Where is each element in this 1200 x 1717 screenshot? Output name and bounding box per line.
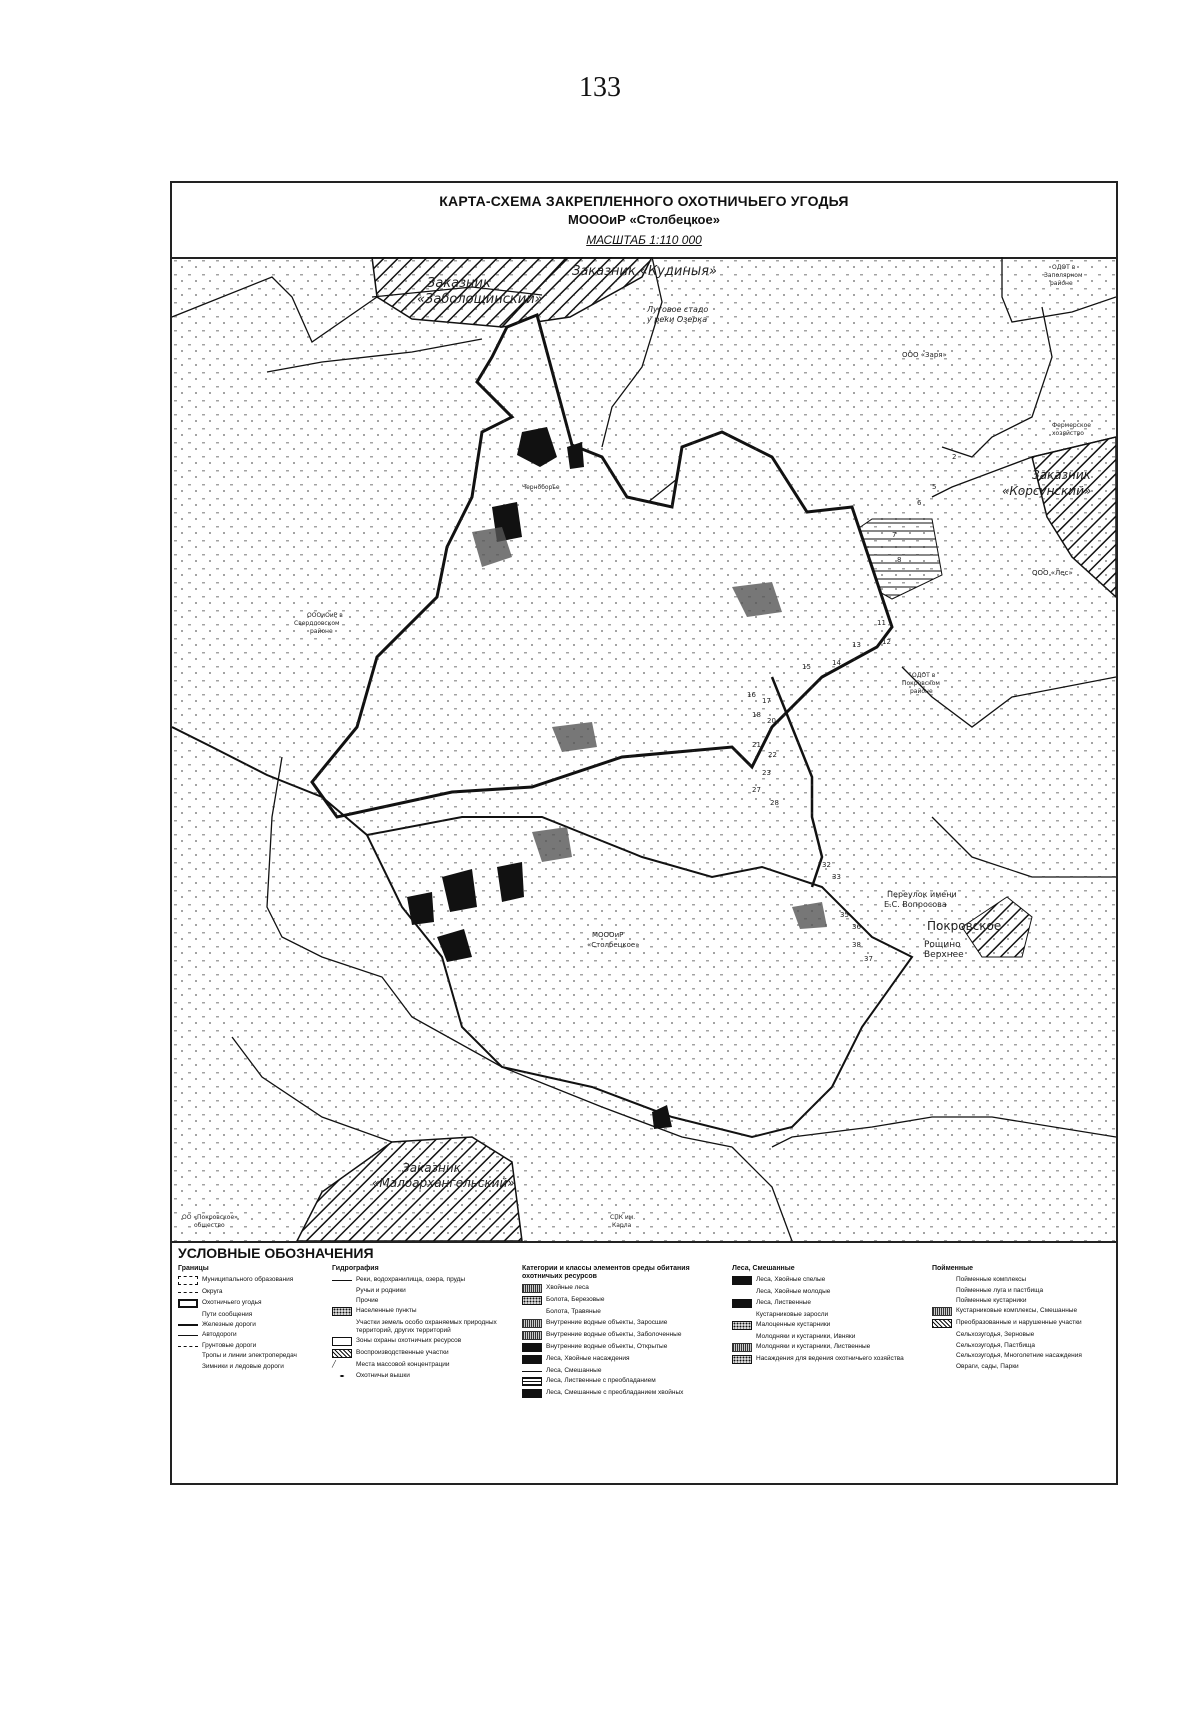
legend-swatch: [178, 1342, 198, 1347]
legend-item: [932, 1342, 1112, 1349]
legend-item: [332, 1297, 507, 1304]
legend-item: [522, 1367, 722, 1374]
legend-label: Сельхозугодья, Пастбища: [956, 1341, 1035, 1349]
legend-col-boundaries: [178, 1265, 328, 1373]
legend-label: Зоны охраны охотничьих ресурсов: [356, 1337, 462, 1345]
legend-col4-head: Леса, Смешанные: [732, 1265, 795, 1272]
label-main-zone-1: МОООиР: [592, 931, 624, 939]
legend-item: [178, 1288, 328, 1295]
label-kudinya: Заказник «Кудиныя»: [572, 264, 717, 279]
legend-label: Округа: [202, 1288, 223, 1296]
boundary-point: 6: [917, 499, 922, 507]
boundary-point: 14: [832, 659, 841, 667]
legend-swatch: [178, 1288, 198, 1293]
label-odot-left-1: ОООиОиР в: [307, 612, 343, 619]
legend-title: УСЛОВНЫЕ ОБОЗНАЧЕНИЯ: [178, 1245, 374, 1261]
label-fermer-1: Фермерское: [1052, 422, 1091, 429]
legend-label: Леса, Лиственные: [756, 1298, 811, 1306]
legend-item: [178, 1342, 328, 1349]
legend-label: Ручьи и родники: [356, 1286, 406, 1294]
legend-label: Охотничьего угодья: [202, 1298, 262, 1306]
label-bottom-left-1: ОО «Покровское»: [182, 1214, 238, 1221]
legend-item: [332, 1337, 507, 1346]
legend-item: [932, 1276, 1112, 1283]
boundary-point: 23: [762, 769, 771, 777]
legend-swatch: [332, 1372, 352, 1380]
legend-label: Овраги, сады, Парки: [956, 1362, 1019, 1370]
legend-label: Прочие: [356, 1296, 379, 1304]
map-organization: МОООиР «Столбецкое»: [568, 212, 720, 227]
boundary-point: 13: [852, 641, 861, 649]
legend-label: Болота, Березовые: [546, 1296, 605, 1304]
label-settlement-north: Черноборье: [522, 484, 560, 491]
legend-swatch: [332, 1307, 352, 1316]
legend-swatch: [732, 1355, 752, 1364]
legend-label: Преобразованные и нарушенные участки: [956, 1319, 1082, 1327]
legend-col-habitat: [522, 1265, 722, 1401]
legend-label: Леса, Хвойные насаждения: [546, 1354, 630, 1362]
legend-item: [332, 1349, 507, 1358]
legend-label: Леса, Лиственные с преобладанием: [546, 1377, 656, 1385]
legend-col-hydrography: [332, 1265, 507, 1383]
legend-item: [732, 1333, 922, 1340]
boundary-point: 21: [752, 741, 761, 749]
legend-item: [178, 1363, 328, 1370]
legend-label: Внутренние водные объекты, Заболоченные: [546, 1330, 682, 1338]
legend-swatch: [332, 1276, 352, 1281]
legend-item: [732, 1355, 922, 1364]
legend-label: Молодняки и кустарники, Ивняки: [756, 1332, 856, 1340]
label-korsunsky-1: Заказник: [1032, 468, 1091, 482]
legend-label: Пойменные комплексы: [956, 1276, 1027, 1284]
legend-item: [522, 1343, 722, 1352]
legend-label: Молодняки и кустарники, Лиственные: [756, 1343, 871, 1351]
legend-swatch: [522, 1296, 542, 1305]
legend-item: [522, 1331, 722, 1340]
legend-item: [732, 1288, 922, 1295]
label-bottom-left-2: общество: [194, 1222, 225, 1229]
map-scale: МАСШТАБ 1:110 000: [586, 233, 702, 247]
legend-item: [178, 1311, 328, 1318]
label-zaboshchinsky-2: «Заболощинский»: [417, 292, 543, 307]
legend-label: Пути сообщения: [202, 1310, 253, 1318]
legend-label: Леса, Хвойные молодые: [756, 1288, 831, 1296]
legend-item: ╱ Места массовой концентрации: [332, 1361, 450, 1369]
boundary-point: 38: [852, 941, 861, 949]
legend-swatch: [522, 1389, 542, 1398]
boundary-point: 36: [852, 923, 861, 931]
legend-swatch: [732, 1276, 752, 1285]
legend-label: Внутренние водные объекты, Открытые: [546, 1342, 668, 1350]
legend-label: Леса, Хвойные спелые: [756, 1276, 826, 1284]
legend-item: [732, 1343, 922, 1352]
label-ooo-les: ООО «Лес»: [1032, 569, 1073, 577]
legend-label: Автодороги: [202, 1331, 237, 1339]
boundary-point: 2: [952, 453, 957, 461]
boundary-point: 15: [802, 663, 811, 671]
label-pokrovskoe: Покровское: [927, 919, 1002, 933]
legend-label: Места массовой концентрации: [356, 1361, 450, 1369]
label-odot-mid-1: ОДОТ в: [912, 672, 936, 679]
legend-label: Кустарниковые комплексы, Смешанные: [956, 1307, 1078, 1315]
label-odot-top-1: ОДОТ в: [1052, 264, 1076, 271]
legend-item: [932, 1297, 1112, 1304]
legend-swatch: [332, 1337, 352, 1346]
boundary-point: 37: [864, 955, 873, 963]
legend-label: Участки земель особо охраняемых природных территорий, других территорий: [356, 1319, 497, 1334]
legend-item: [522, 1319, 722, 1328]
legend-label: Охотничьи вышки: [356, 1371, 410, 1379]
label-ooo-zarya: ООО «Заря»: [902, 351, 947, 359]
legend-swatch: [522, 1367, 542, 1372]
label-odot-left-3: районе: [310, 628, 333, 635]
legend-item: [932, 1287, 1112, 1294]
legend-swatch: [522, 1284, 542, 1293]
boundary-point: 33: [832, 873, 841, 881]
legend-label: Зимники и ледовые дороги: [202, 1362, 284, 1370]
legend-swatch: [732, 1321, 752, 1330]
label-odot-mid-2: Покровском: [902, 680, 940, 687]
boundary-point: 17: [762, 697, 771, 705]
legend-item: [522, 1377, 722, 1386]
legend-item: [332, 1307, 507, 1316]
boundary-point: 11: [877, 619, 886, 627]
legend-col-floodplains: [932, 1265, 1112, 1373]
label-odot-top-2: Заполярном: [1044, 272, 1083, 279]
legend-item: [732, 1321, 922, 1330]
legend-swatch: [932, 1307, 952, 1316]
legend-swatch: [522, 1343, 542, 1352]
legend-item: [522, 1355, 722, 1364]
legend-item: [522, 1296, 722, 1305]
legend-label: Кустарниковые заросли: [756, 1310, 829, 1318]
boundary-point: 5: [932, 483, 937, 491]
legend-swatch: [178, 1299, 198, 1308]
label-korsunsky-2: «Корсунский»: [1002, 484, 1092, 498]
vegetation-texture: [172, 257, 1116, 1241]
legend-swatch: [732, 1299, 752, 1308]
legend-label: Пойменные луга и пастбища: [956, 1286, 1044, 1294]
legend-label: Железные дороги: [202, 1320, 256, 1328]
legend-item: [522, 1389, 722, 1398]
label-odot-mid-3: районе: [910, 688, 933, 695]
legend-label: Сельхозугодья, Многолетние насаждения: [956, 1352, 1082, 1360]
legend-label: Населенные пункты: [356, 1307, 417, 1315]
legend-swatch: [932, 1319, 952, 1328]
legend-label: Сельхозугодья, Зерновые: [956, 1331, 1035, 1339]
legend-swatch: [522, 1319, 542, 1328]
boundary-point: 27: [752, 786, 761, 794]
boundary-point: 28: [770, 799, 779, 807]
legend: [172, 1241, 1116, 1485]
label-odot-left-2: Свердловском: [294, 620, 340, 627]
page-number: 133: [579, 72, 621, 103]
boundary-point: 12: [882, 638, 891, 646]
legend-label: Тропы и линии электропередач: [202, 1352, 297, 1360]
legend-item: [332, 1287, 507, 1294]
label-ozerki-1: Луговое стадо: [647, 305, 709, 314]
legend-item: [932, 1331, 1112, 1338]
legend-item: [932, 1352, 1112, 1359]
label-main-zone-2: «Столбецкое»: [587, 941, 640, 949]
map-svg: [172, 257, 1116, 1241]
legend-item: [732, 1299, 922, 1308]
boundary-point: 18: [752, 711, 761, 719]
legend-swatch: [178, 1321, 198, 1326]
map-frame: [170, 181, 1118, 1485]
label-zaboshchinsky-1: Заказник: [427, 276, 491, 291]
legend-swatch: [332, 1349, 352, 1358]
legend-label: Насаждения для ведения охотничьего хозяйства: [756, 1355, 904, 1363]
legend-item: [332, 1319, 507, 1334]
legend-item: [522, 1308, 722, 1315]
legend-item: [332, 1276, 507, 1283]
legend-col3-head: Категории и классы элементов среды обитания охотничьих ресурсов: [522, 1265, 690, 1281]
label-zakaznik-bottom-1: Заказник: [402, 1161, 461, 1175]
map-title: КАРТА-СХЕМА ЗАКРЕПЛЕННОГО ОХОТНИЧЬЕГО УГОДЬЯ: [439, 193, 849, 209]
label-bottom-center-2: Карла: [612, 1222, 632, 1229]
boundary-point: 22: [768, 751, 777, 759]
legend-swatch: [522, 1331, 542, 1340]
legend-item: [178, 1299, 328, 1308]
legend-swatch: [178, 1331, 198, 1336]
legend-label: Внутренние водные объекты, Заросшие: [546, 1318, 668, 1326]
legend-item: [932, 1319, 1112, 1328]
legend-col2-head: Гидрография: [332, 1265, 379, 1272]
label-pereyaslavl-1: Переулок имени: [887, 890, 957, 899]
boundary-point: 20: [767, 717, 776, 725]
legend-swatch: [178, 1276, 198, 1285]
legend-swatch: [522, 1355, 542, 1364]
legend-item: [332, 1372, 507, 1380]
map-area: [172, 257, 1116, 1241]
legend-label: Леса, Смешанные: [546, 1366, 602, 1374]
legend-col5-head: Пойменные: [932, 1265, 974, 1272]
legend-item: [178, 1331, 328, 1338]
legend-swatch: [732, 1343, 752, 1352]
legend-item: [732, 1311, 922, 1318]
map-header: [172, 183, 1116, 259]
legend-item: [732, 1276, 922, 1285]
legend-item: [932, 1363, 1112, 1370]
legend-item: [932, 1307, 1112, 1316]
label-roshchino-1: Рощино: [924, 940, 961, 950]
label-bottom-center-1: СПК им.: [610, 1214, 636, 1221]
legend-item: [522, 1284, 722, 1293]
legend-swatch: [522, 1377, 542, 1386]
boundary-point: 32: [822, 861, 831, 869]
label-fermer-2: хозяйство: [1052, 430, 1084, 437]
label-roshchino-2: Верхнее: [924, 950, 964, 960]
legend-label: Малоценные кустарники: [756, 1320, 831, 1328]
boundary-point: 35: [840, 911, 849, 919]
legend-item: [178, 1352, 328, 1359]
label-zakaznik-bottom-2: «Малоархангельский»: [372, 1176, 515, 1190]
legend-label: Болота, Травяные: [546, 1308, 601, 1316]
legend-col-forests: [732, 1265, 922, 1367]
label-odot-top-3: районе: [1050, 280, 1073, 287]
legend-label: Грунтовые дороги: [202, 1341, 257, 1349]
legend-label: Леса, Смешанные с преобладанием хвойных: [546, 1389, 684, 1397]
legend-label: Воспроизводственные участки: [356, 1349, 449, 1357]
legend-label: Муниципального образования: [202, 1276, 294, 1284]
legend-label: Реки, водохранилища, озера, пруды: [356, 1276, 466, 1284]
legend-label: Пойменные кустарники: [956, 1296, 1027, 1304]
label-ozerki-2: у реки Озерка: [647, 315, 708, 324]
legend-item: [178, 1321, 328, 1328]
legend-item: [178, 1276, 328, 1285]
boundary-point: 8: [897, 556, 902, 564]
boundary-point: 16: [747, 691, 756, 699]
label-pereyaslavl-2: Е.С. Вопросова: [884, 900, 947, 909]
boundary-point: 7: [892, 531, 897, 539]
legend-col1-head: Границы: [178, 1265, 209, 1272]
legend-label: Хвойные леса: [546, 1284, 589, 1292]
